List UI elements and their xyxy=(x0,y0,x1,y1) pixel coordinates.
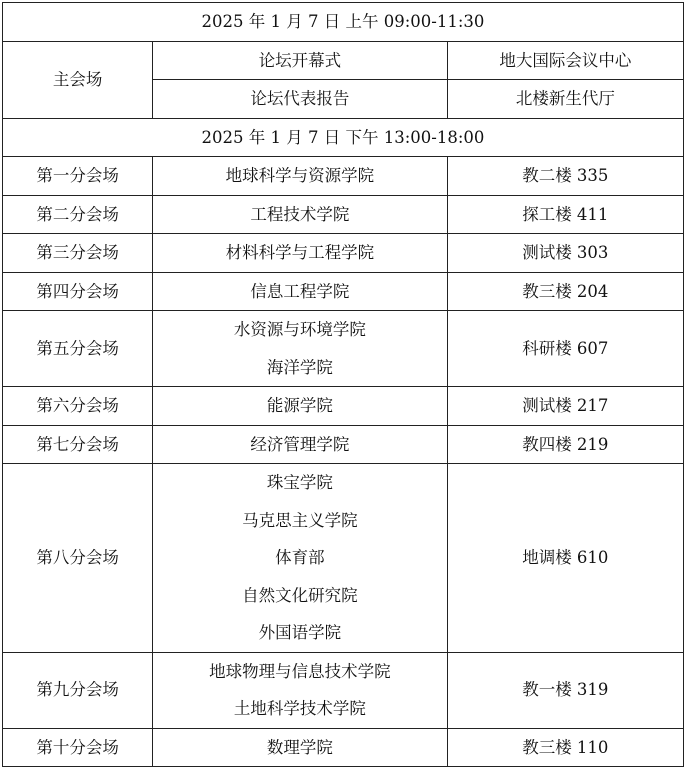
school-name: 体育部 xyxy=(275,548,325,567)
school-name: 工程技术学院 xyxy=(250,204,350,224)
afternoon-header-row xyxy=(3,118,684,157)
session-location: 科研楼 607 xyxy=(447,311,683,387)
school-name: 地球科学与资源学院 xyxy=(225,166,375,185)
session-location: 教二楼 335 xyxy=(447,157,683,196)
session-schools xyxy=(153,387,447,426)
session-row xyxy=(3,195,684,234)
schedule-body xyxy=(3,3,684,767)
session-schools xyxy=(153,195,447,234)
school-name: 海洋学院 xyxy=(266,357,333,377)
school-name: 外国语学院 xyxy=(258,623,342,642)
session-venue: 第四分会场 xyxy=(3,272,153,311)
school-name: 马克思主义学院 xyxy=(242,510,358,530)
session-venue: 第九分会场 xyxy=(3,652,153,728)
session-schools xyxy=(153,272,447,311)
main-event-cell: 论坛代表报告 xyxy=(153,80,447,119)
school-name: 数理学院 xyxy=(266,737,333,757)
afternoon-header: 2025 年 1 月 7 日 下午 13:00-18:00 xyxy=(3,118,684,157)
session-schools xyxy=(153,234,447,273)
session-row xyxy=(3,272,684,311)
session-location: 测试楼 217 xyxy=(447,387,683,426)
session-row xyxy=(3,425,684,464)
session-row xyxy=(3,464,684,653)
session-row xyxy=(3,157,684,196)
session-venue: 第一分会场 xyxy=(3,157,153,196)
main-venue-row xyxy=(3,41,684,80)
session-location: 教四楼 219 xyxy=(447,425,683,464)
school-name: 经济管理学院 xyxy=(250,434,350,454)
morning-header: 2025 年 1 月 7 日 上午 09:00-11:30 xyxy=(3,3,684,42)
session-location: 教一楼 319 xyxy=(447,652,683,728)
session-row xyxy=(3,387,684,426)
session-schools xyxy=(153,652,447,728)
session-location: 教三楼 204 xyxy=(447,272,683,311)
session-row xyxy=(3,652,684,728)
session-venue: 第八分会场 xyxy=(3,464,153,653)
morning-header-row xyxy=(3,3,684,42)
session-schools xyxy=(153,464,447,653)
school-name: 能源学院 xyxy=(266,396,333,415)
session-venue: 第五分会场 xyxy=(3,311,153,387)
session-row xyxy=(3,234,684,273)
school-name: 水资源与环境学院 xyxy=(233,320,366,339)
session-venue: 第六分会场 xyxy=(3,387,153,426)
school-name: 自然文化研究院 xyxy=(242,585,358,605)
school-name: 材料科学与工程学院 xyxy=(225,243,375,262)
session-venue: 第十分会场 xyxy=(3,728,153,767)
main-location-cell: 北楼新生代厅 xyxy=(447,80,683,119)
session-row xyxy=(3,728,684,767)
session-schools xyxy=(153,425,447,464)
school-name: 地球物理与信息技术学院 xyxy=(209,661,391,681)
session-row xyxy=(3,311,684,387)
school-name: 信息工程学院 xyxy=(250,281,350,301)
session-schools xyxy=(153,157,447,196)
session-venue: 第三分会场 xyxy=(3,234,153,273)
session-schools xyxy=(153,311,447,387)
session-schools xyxy=(153,728,447,767)
session-venue: 第七分会场 xyxy=(3,425,153,464)
session-venue: 第二分会场 xyxy=(3,195,153,234)
session-location: 测试楼 303 xyxy=(447,234,683,273)
session-location: 地调楼 610 xyxy=(447,464,683,653)
main-venue-label: 主会场 xyxy=(3,41,153,118)
school-name: 土地科学技术学院 xyxy=(233,699,366,718)
school-name: 珠宝学院 xyxy=(266,473,333,492)
main-location-cell: 地大国际会议中心 xyxy=(447,41,683,80)
session-location: 探工楼 411 xyxy=(447,195,683,234)
main-event-cell: 论坛开幕式 xyxy=(153,41,447,80)
session-location: 教三楼 110 xyxy=(447,728,683,767)
schedule-table xyxy=(2,2,684,767)
